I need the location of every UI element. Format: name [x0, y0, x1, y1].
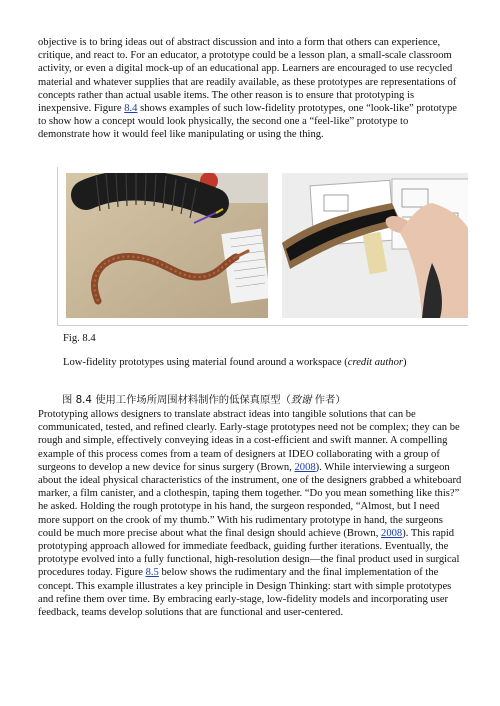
figure-8-5-link[interactable]: 8.5 [145, 567, 159, 579]
paragraph-text: below shows the rudimentary and the final implementation of the concept. This example illustrates a key principle in Design Thinking: start with simple prototypes and refine them over time. By embracing early-stage, low-fidelity models and incorporating user feedback, teams develop solutions that are functional and user-centered. [38, 567, 452, 619]
figure-number: Fig. 8.4 [63, 333, 96, 344]
caption-cn-text: 作者） [311, 394, 346, 406]
figure-8-4 [57, 167, 468, 326]
caption-text: Low-fidelity prototypes using material found around a workspace ( [63, 357, 348, 368]
paragraph-text: objective is to bring ideas out of abstract discussion and into a form that others can experience, critique, and react to. For an educator, a prototype could be a lesson plan, a small-scale classroom activity, or even a digital mock-up of an educational app. Learners are encouraged to use recycled material and whatever supplies that are readily available, as these prototypes are representations of concepts rather than actual usable items. The other reason is to ensure that prototyping is inexpensive. Figure [38, 37, 457, 115]
feel-like-prototype-photo [282, 173, 468, 318]
body-paragraph-1 [38, 36, 462, 142]
figure-caption-chinese [62, 394, 346, 407]
caption-text: ) [403, 357, 407, 368]
paragraph-text: Prototyping allows designers to translate abstract ideas into tangible solutions that can be communicated, tested, and refined clearly. Early-stage prototypes need not be complex; they can be rough and simple, effectively conveying ideas in a cost-efficient and swift manner. A compelling example of this process comes from a team of designers at IDEO collaborating with a group of surgeons to develop a new device for sinus surgery (Brown, [38, 409, 460, 473]
citation-brown-2008-link[interactable]: 2008 [381, 527, 403, 539]
caption-cn-credit: 致谢 [290, 394, 312, 406]
citation-brown-2008-link[interactable]: 2008 [294, 461, 316, 473]
caption-credit: credit author [347, 357, 403, 368]
paragraph-text: shows examples of such low-fidelity prototypes, one “look-like” prototype to show how a concept would look physically, the second one a “feel-like” prototype to demonstrate how it would feel like manipulating or using the thing. [38, 103, 457, 141]
caption-cn-text: 图 8.4 使用工作场所周围材料制作的低保真原型（ [62, 394, 291, 406]
paragraph-text: ). This rapid prototyping approach allowed for immediate feedback, guiding further iterations. Eventually, the prototype evolved into a fully functional, high-resolution design—the final product used in surgical procedures today. Figure [38, 527, 460, 579]
figure-caption [63, 356, 433, 369]
body-paragraph-2 [38, 408, 462, 619]
figure-8-4-link[interactable]: 8.4 [124, 103, 138, 115]
look-like-prototype-photo [66, 173, 268, 318]
paragraph-text: ). While interviewing a surgeon about the ideal physical characteristics of the instrument, one of the designers grabbed a whiteboard marker, a film canister, and a clothespin, taping them together. “Do you mean something like this?” he asked. Holding the rough prototype in his hand, the surgeon responded, “Almost, but I need more support on the crook of my thumb.” With his rudimentary prototype in hand, the surgeons could be much more precise about what the final design should achieve (Brown, [38, 461, 462, 539]
